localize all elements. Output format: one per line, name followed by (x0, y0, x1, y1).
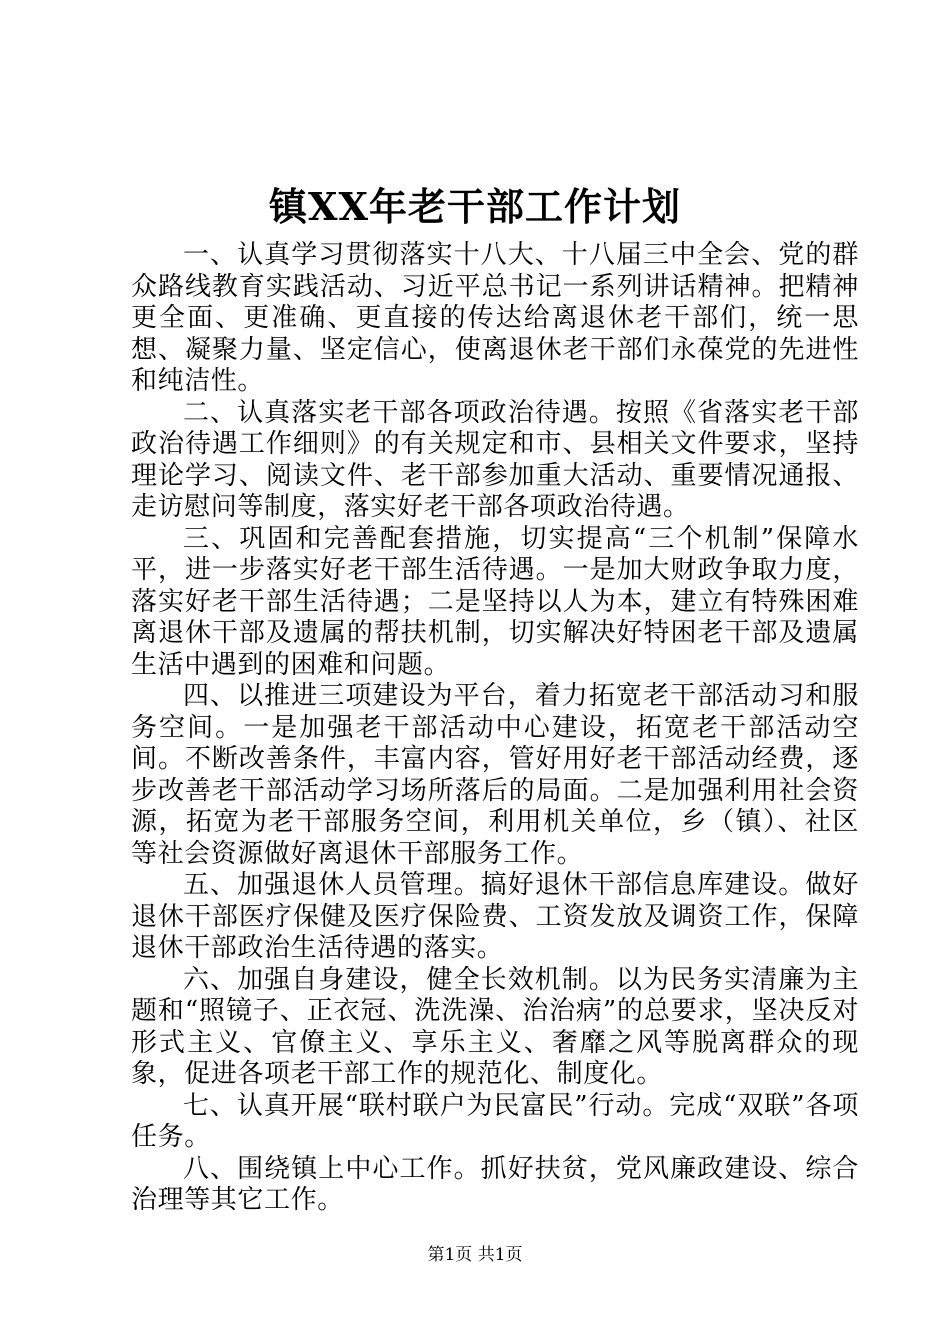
page-number-footer: 第1页 共1页 (427, 1245, 523, 1265)
document-title: 镇XX年老干部工作计划 (269, 184, 681, 229)
paragraph-4: 四、以推进三项建设为平台，着力拓宽老干部活动习和服务空间。一是加强老干部活动中心建设，拓宽老干部活动空间。不断改善条件，丰富内容，管好用好老干部活动经费，逐步改善老干部活动学习场所落后的局面。二是加强利用社会资源，拓宽为老干部服务空间，利用机关单位，乡（镇）、社区等社会资源做好离退休干部服务工作。 (131, 681, 859, 869)
paragraph-6: 六、加强自身建设，健全长效机制。以为民务实清廉为主题和“照镜子、正衣冠、洗洗澡、治治病”的总要求，坚决反对形式主义、官僚主义、享乐主义、奢靡之风等脱离群众的现象，促进各项老干部工作的规范化、制度化。 (131, 964, 859, 1089)
paragraph-8: 八、围绕镇上中心工作。抓好扶贫，党风廉政建设、综合治理等其它工作。 (131, 1153, 859, 1215)
paragraph-7: 七、认真开展“联村联户为民富民”行动。完成“双联”各项任务。 (131, 1090, 859, 1152)
paragraph-1: 一、认真学习贯彻落实十八大、十八届三中全会、党的群众路线教育实践活动、习近平总书记一系列讲话精神。把精神更全面、更准确、更直接的传达给离退休老干部们，统一思想、凝聚力量、坚定信心，使离退休老干部们永葆党的先进性和纯洁性。 (131, 240, 859, 396)
document-body (131, 240, 859, 1217)
paragraph-3: 三、巩固和完善配套措施，切实提高“三个机制”保障水平，进一步落实好老干部生活待遇。一是加大财政争取力度，落实好老干部生活待遇；二是坚持以人为本，建立有特殊困难离退休干部及遗属的帮扶机制，切实解决好特困老干部及遗属生活中遇到的困难和问题。 (131, 523, 859, 680)
paragraph-2: 二、认真落实老干部各项政治待遇。按照《省落实老干部政治待遇工作细则》的有关规定和市、县相关文件要求，坚持理论学习、阅读文件、老干部参加重大活动、重要情况通报、走访慰问等制度，落实好老干部各项政治待遇。 (131, 397, 859, 522)
paragraph-5: 五、加强退休人员管理。搞好退休干部信息库建设。做好退休干部医疗保健及医疗保险费、工资发放及调资工作，保障退休干部政治生活待遇的落实。 (131, 870, 859, 963)
